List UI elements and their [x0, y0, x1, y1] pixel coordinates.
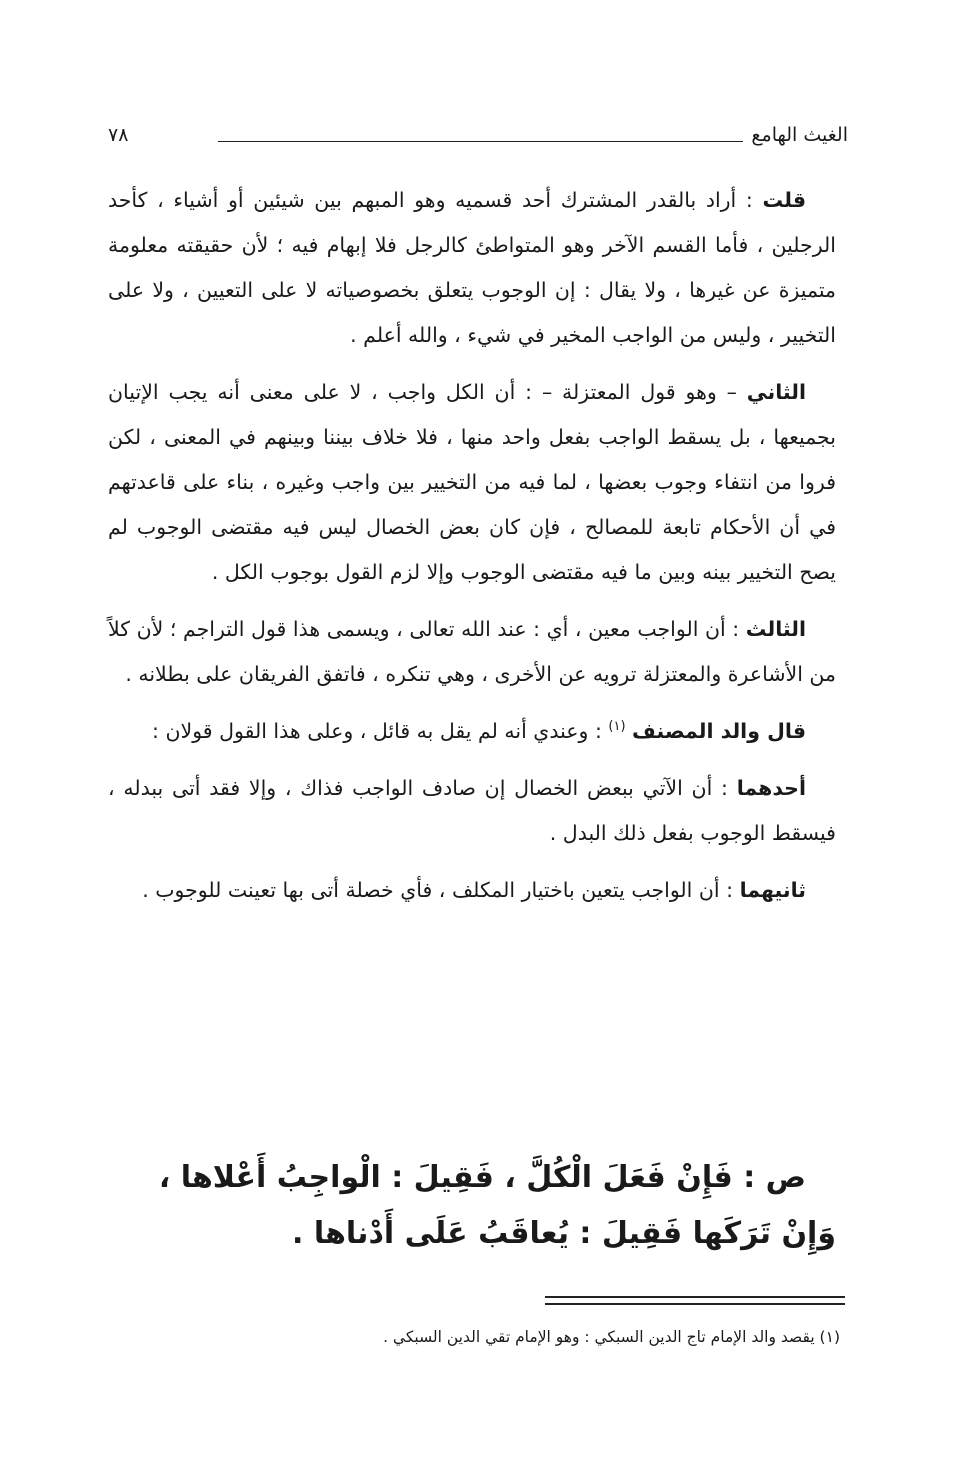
paragraph-text: : أن الواجب يتعين باختيار المكلف ، فأي خصلة أتى بها تعينت للوجوب .: [142, 878, 740, 902]
paragraph: [108, 370, 836, 595]
paragraph-lead: الثالث: [745, 617, 806, 641]
paragraph-text: : أراد بالقدر المشترك أحد قسميه وهو المبهم بين شيئين أو أشياء ، كأحد الرجلين ، فأما القسم الآخر وهو المتواطئ كالرجل فلا إبهام فيه ؛ لأن حقيقته معلومة متميزة عن غيرها ، ولا يقال : إن الوجوب يتعلق بخصوصياته لا على التعيين ، ولا على التخيير ، وليس من الواجب المخير في شيء ، والله أعلم .: [108, 188, 836, 347]
paragraph-lead: أحدهما: [736, 776, 806, 800]
paragraph-text: : أن الآتي ببعض الخصال إن صادف الواجب فذاك ، وإلا فقد أتى ببدله ، فيسقط الوجوب بفعل ذلك البدل .: [108, 776, 836, 845]
header-rule: [218, 141, 743, 142]
matn-line: ص : فَإِنْ فَعَلَ الْكُلَّ ، فَقِيلَ : الْواجِبُ أَعْلاها ، وَإِنْ تَرَكَها فَقِيلَ : يُعاقَبُ عَلَى أَدْناها .: [158, 1160, 836, 1251]
paragraph-lead: قلت: [762, 188, 806, 212]
running-title: الغيث الهامع: [751, 124, 848, 146]
paragraph: [108, 709, 836, 754]
footnote-rule-bottom: [545, 1303, 845, 1305]
paragraph: [108, 178, 836, 358]
paragraph: [108, 766, 836, 856]
paragraph-lead: الثاني: [746, 380, 806, 404]
paragraph: [108, 607, 836, 697]
footnote: (١) يقصد والد الإمام تاج الدين السبكي : وهو الإمام تقي الدين السبكي .: [383, 1328, 840, 1346]
footnote-reference[interactable]: (١): [608, 719, 626, 735]
matn-text: [108, 1150, 836, 1262]
footnote-rule-top: [545, 1296, 845, 1298]
main-text: [108, 178, 836, 925]
paragraph-lead: قال والد المصنف: [632, 719, 806, 743]
paragraph: [108, 868, 836, 913]
paragraph-text: : أن الواجب معين ، أي : عند الله تعالى ، ويسمى هذا قول التراجم ؛ لأن كلاً من الأشاعرة والمعتزلة ترويه عن الأخرى ، وهي تنكره ، فاتفق الفريقان على بطلانه .: [108, 617, 836, 686]
paragraph-text: : وعندي أنه لم يقل به قائل ، وعلى هذا القول قولان :: [152, 719, 609, 743]
paragraph-text: – وهو قول المعتزلة – : أن الكل واجب ، لا على معنى أنه يجب الإتيان بجميعها ، بل يسقط الواجب بفعل واحد منها ، فلا خلاف بيننا وبينهم في المعنى ، لكن فروا من انتفاء وجوب بعضها ، لما فيه من التخيير بين واجب وغيره ، بناء على قاعدتهم في أن الأحكام تابعة للمصالح ، فإن كان بعض الخصال ليس فيه مقتضى الوجوب لم يصح التخيير بينه وبين ما فيه مقتضى الوجوب وإلا لزم القول بوجوب الكل .: [108, 380, 836, 584]
paragraph-lead: ثانيهما: [739, 878, 806, 902]
page-number: ٧٨: [108, 124, 129, 146]
running-header: [108, 120, 848, 160]
